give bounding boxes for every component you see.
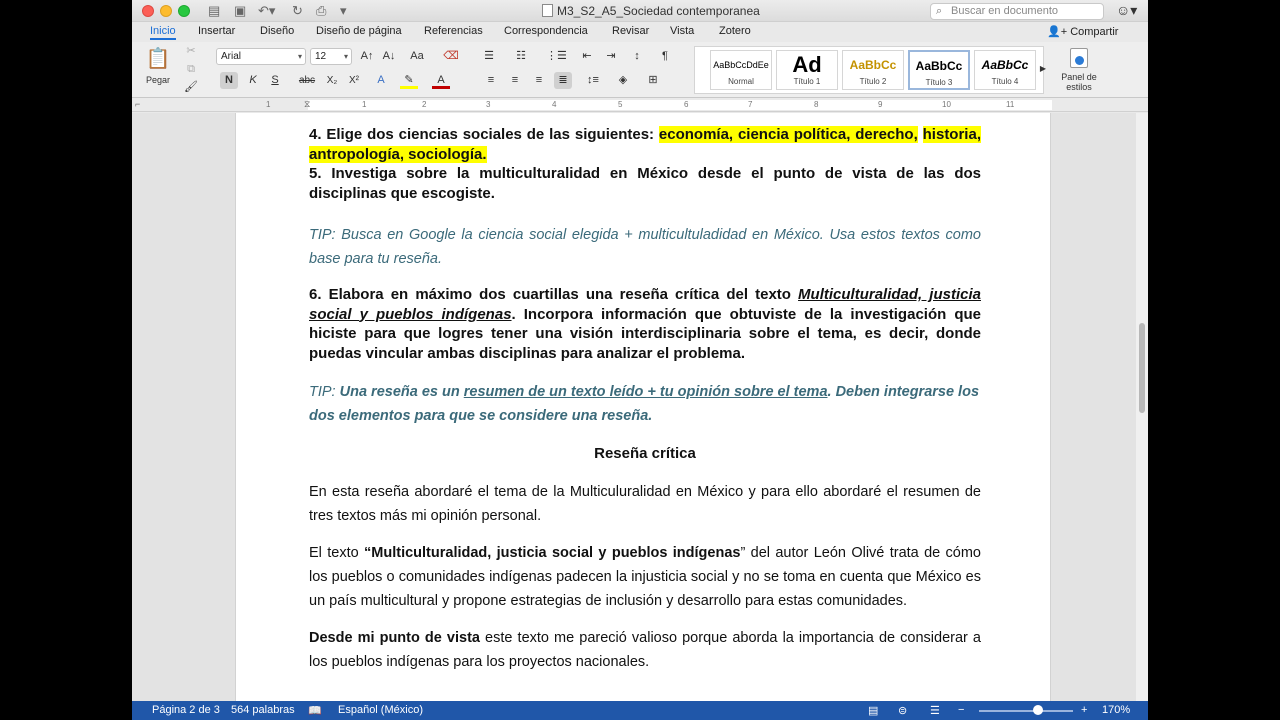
align-left-icon[interactable]: ≡ — [487, 74, 495, 86]
item-5: 5. Investiga sobre la multiculturalidad en México desde el punto de vista de las dos disciplinas que escogiste. — [309, 165, 981, 202]
review-paragraph-2: El texto “Multiculturalidad, justicia social y pueblos indígenas” del autor León Olivé trata de cómo los pueblos o comunidades indígenas padecen la injusticia social y no se toma en cuenta que México es un país multicultural y propone estrategias de inclusión y desarrollo para estas comunidades. — [309, 545, 982, 609]
review-paragraph-1: En esta reseña abordaré el tema de la Multiculuralidad en México y para ello abordaré el resumen de tres textos más mi opinión personal. — [309, 484, 981, 524]
print-icon[interactable]: ⎙ — [316, 3, 327, 18]
item-4: 4. Elige dos ciencias sociales de las siguientes: economía, ciencia política, derecho, historia, antropología, sociología. — [309, 126, 981, 163]
italic-button[interactable]: K — [249, 74, 257, 86]
highlight-color-icon[interactable]: ✎ — [400, 72, 418, 89]
increase-indent-icon[interactable]: ⇥ — [606, 50, 616, 62]
tab-vista[interactable]: Vista — [670, 25, 695, 37]
save-icon[interactable]: ▣ — [234, 3, 247, 18]
tab-referencias[interactable]: Referencias — [424, 25, 483, 37]
word-window — [132, 0, 1148, 720]
feedback-smiley-icon[interactable]: ☺▾ — [1116, 2, 1138, 18]
underline-button[interactable]: S — [271, 74, 279, 86]
web-layout-view-icon[interactable]: ⊜ — [898, 705, 908, 717]
zoom-in-icon[interactable]: + — [1081, 704, 1088, 716]
subscript-button[interactable]: X₂ — [326, 75, 338, 86]
proofing-icon[interactable]: 📖 — [308, 705, 322, 717]
cut-icon[interactable]: ✂ — [186, 45, 196, 57]
style-titulo-1[interactable]: Ad Título 1 — [776, 50, 838, 90]
horizontal-ruler[interactable]: ⌐ ⧖ 1 1 2 3 4 5 6 7 8 9 10 11 — [132, 98, 1148, 112]
font-name-select[interactable]: Arial ▾ — [216, 48, 306, 65]
zoom-slider-handle[interactable] — [1033, 705, 1043, 715]
tab-diseno-de-pagina[interactable]: Diseño de página — [316, 25, 402, 37]
share-button[interactable]: 👤+ Compartir — [1047, 26, 1119, 38]
shrink-font-icon[interactable]: A↓ — [382, 50, 396, 62]
zoom-out-icon[interactable]: − — [958, 704, 965, 716]
style-titulo-2[interactable]: AaBbCc Título 2 — [842, 50, 904, 90]
style-normal[interactable]: AaBbCcDdEe Normal — [710, 50, 772, 90]
tab-correspondencia[interactable]: Correspondencia — [504, 25, 588, 37]
copy-icon[interactable]: ⧉ — [187, 63, 195, 75]
tip-1: TIP: Busca en Google la ciencia social elegida + multicultuladidad en México. Usa estos textos como base para tu reseña. — [309, 227, 981, 267]
style-titulo-3[interactable]: AaBbCc Título 3 — [908, 50, 970, 90]
sort-icon[interactable]: ↕ — [634, 50, 640, 62]
text-effects-icon[interactable]: A — [377, 74, 385, 86]
shading-icon[interactable]: ◈ — [618, 74, 628, 86]
tab-diseno[interactable]: Diseño — [260, 25, 295, 37]
close-window-button[interactable] — [142, 5, 154, 17]
review-title: Reseña crítica — [594, 445, 696, 462]
line-spacing-icon[interactable]: ↕≡ — [587, 74, 599, 86]
ruler-text-area — [308, 100, 1052, 110]
bold-button[interactable]: N — [220, 72, 238, 89]
style-titulo-4[interactable]: AaBbCc Título 4 — [974, 50, 1036, 90]
tab-inicio[interactable]: Inicio — [150, 25, 176, 40]
strikethrough-button[interactable]: abc — [298, 75, 316, 86]
tab-revisar[interactable]: Revisar — [612, 25, 650, 37]
title-bar — [132, 0, 1148, 22]
paste-button[interactable]: 📋 Pegar — [140, 46, 176, 88]
change-case-icon[interactable]: Aa — [410, 50, 424, 62]
borders-icon[interactable]: ⊞ — [648, 74, 658, 86]
chevron-down-icon: ▾ — [297, 52, 302, 61]
add-person-icon: 👤+ — [1047, 26, 1071, 38]
grow-font-icon[interactable]: A↑ — [360, 50, 374, 62]
styles-more-arrow-icon[interactable]: ▶ — [1039, 64, 1047, 73]
decrease-indent-icon[interactable]: ⇤ — [582, 50, 592, 62]
indent-marker-icon[interactable]: ⧖ — [304, 99, 311, 109]
align-center-icon[interactable]: ≡ — [511, 74, 519, 86]
chevron-down-icon: ▾ — [343, 52, 348, 61]
clipboard-icon: 📋 — [145, 48, 171, 70]
vertical-scrollbar[interactable] — [1136, 113, 1148, 701]
ribbon-home — [132, 42, 1148, 98]
numbering-icon[interactable]: ☷ — [516, 50, 526, 62]
sidebar-toggle-icon[interactable]: ▤ — [208, 3, 221, 18]
word-count[interactable]: 564 palabras — [231, 704, 295, 716]
page-count[interactable]: Página 2 de 3 — [152, 704, 220, 716]
search-input[interactable]: ⌕ Buscar en documento — [930, 3, 1104, 20]
ribbon-tabs — [132, 22, 1148, 42]
styles-panel-icon — [1070, 48, 1088, 68]
clear-formatting-icon[interactable]: ⌫ — [443, 50, 459, 62]
align-right-icon[interactable]: ≡ — [535, 74, 543, 86]
show-paragraph-marks-icon[interactable]: ¶ — [662, 50, 668, 62]
print-layout-view-icon[interactable]: ▤ — [868, 705, 879, 717]
outline-view-icon[interactable]: ☰ — [930, 705, 940, 717]
justify-icon[interactable]: ≣ — [554, 72, 572, 89]
word-document-icon — [542, 4, 553, 17]
customize-toolbar-icon[interactable]: ▾ — [340, 3, 347, 18]
document-page[interactable] — [235, 113, 1051, 701]
styles-panel-button[interactable]: Panel de estilos — [1052, 48, 1106, 92]
item-6: 6. Elabora en máximo dos cuartillas una reseña crítica del texto Multiculturalidad, justicia social y pueblos indígenas. Incorpora información que obtuviste de la investigación que hiciste para que logres tener una visión interdisciplinaria sobre el tema, es decir, donde puedas vincular ambas disciplinas para analizar el problema. — [309, 286, 981, 362]
document-area[interactable] — [132, 113, 1148, 701]
status-bar — [132, 701, 1148, 720]
tab-stop-selector-icon[interactable]: ⌐ — [135, 99, 141, 109]
undo-icon[interactable]: ↶▾ — [258, 3, 276, 18]
font-size-select[interactable]: 12 ▾ — [310, 48, 352, 65]
tab-zotero[interactable]: Zotero — [719, 25, 751, 37]
zoom-level[interactable]: 170% — [1102, 704, 1131, 716]
page-content[interactable] — [309, 125, 981, 674]
superscript-button[interactable]: X² — [349, 75, 359, 86]
tab-insertar[interactable]: Insertar — [198, 25, 236, 37]
tip-2: TIP: Una reseña es un resumen de un texto leído + tu opinión sobre el tema. Deben integrarse los dos elementos para que se considere una reseña. — [309, 384, 980, 424]
maximize-window-button[interactable] — [178, 5, 190, 17]
document-title: M3_S2_A5_Sociedad contemporanea — [542, 4, 760, 18]
zoom-slider[interactable] — [979, 710, 1073, 712]
multilevel-list-icon[interactable]: ⋮☰ — [546, 50, 567, 62]
redo-icon[interactable]: ↻ — [292, 3, 303, 18]
scrollbar-thumb[interactable] — [1139, 323, 1145, 413]
font-color-icon[interactable]: A — [432, 72, 450, 89]
format-painter-icon[interactable]: 🖌 — [184, 81, 198, 93]
language-indicator[interactable]: Español (México) — [338, 704, 423, 716]
bullets-icon[interactable]: ☰ — [484, 50, 494, 62]
review-paragraph-3: Desde mi punto de vista este texto me pareció valioso porque aborda la importancia de considerar a los pueblos indígenas para los proyectos nacionales. — [309, 630, 981, 670]
minimize-window-button[interactable] — [160, 5, 172, 17]
search-icon: ⌕ — [936, 5, 943, 17]
